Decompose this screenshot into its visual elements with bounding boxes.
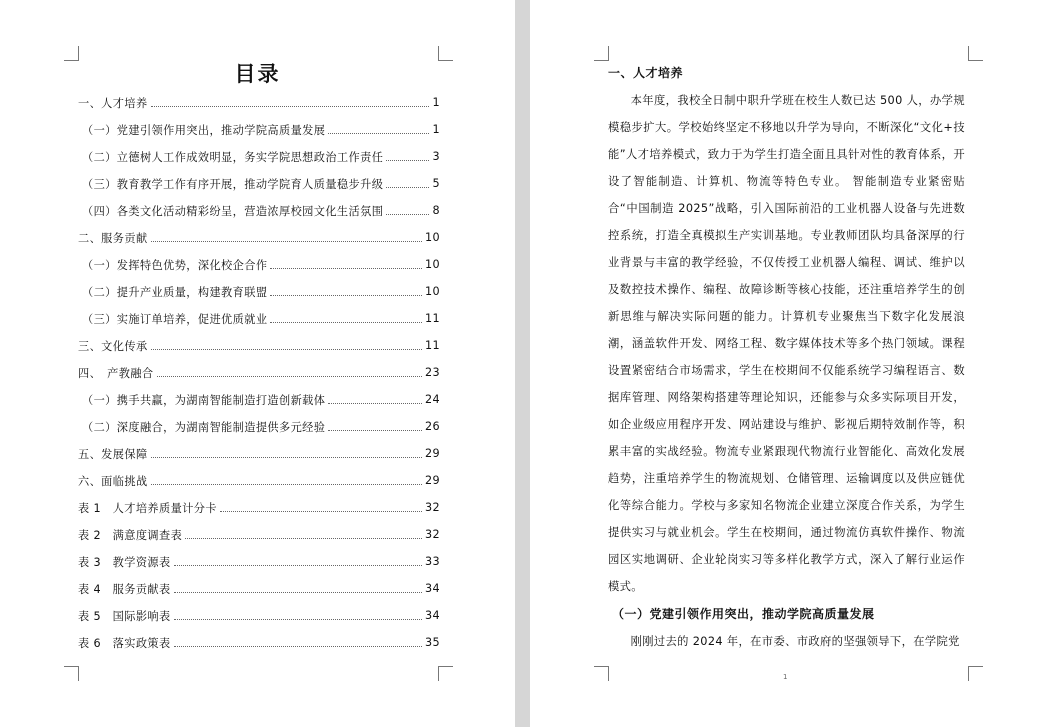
toc-leader-dots [386,160,429,161]
toc-entry-text: （二）深度融合，为湖南智能制造提供多元经验 [82,420,326,434]
toc-leader-dots [270,295,422,296]
toc-entry[interactable] [78,116,440,143]
toc-entry[interactable] [78,629,440,656]
toc-entry-text: 一、人才培养 [78,96,148,110]
toc-entry-page: 3 [432,150,440,163]
toc-entry[interactable] [78,386,440,413]
toc-entry-text: （二）立德树人工作成效明显，务实学院思想政治工作责任 [82,150,384,164]
toc-entry-text: （三）教育教学工作有序开展，推动学院育人质量稳步升级 [82,177,384,191]
crop-mark [594,46,609,61]
toc-entry[interactable] [78,467,440,494]
toc-entry-page: 29 [424,447,440,460]
toc-leader-dots [151,349,422,350]
toc-entry-page: 1 [432,123,440,136]
toc-leader-dots [386,187,429,188]
toc-entry-page: 29 [424,474,440,487]
toc-entry-page: 32 [424,501,440,514]
toc-leader-dots [151,484,422,485]
toc-entry-text: 六、面临挑战 [78,474,148,488]
toc-entry-page: 34 [424,582,440,595]
section-heading: 一、人才培养 [608,66,684,80]
toc-leader-dots [151,241,422,242]
body-paragraph: 刚刚过去的 2024 年，在市委、市政府的坚强领导下，在学院党 [630,635,960,648]
toc-entry-text: 三、文化传承 [78,339,148,353]
toc-entry-text: （一）携手共赢，为湖南智能制造打造创新载体 [82,393,326,407]
toc-entry[interactable] [78,305,440,332]
toc-entry-page: 35 [424,636,440,649]
toc-entry-page: 23 [424,366,440,379]
toc-entry-page: 11 [424,312,440,325]
toc-entry-page: 11 [424,339,440,352]
crop-mark [594,666,609,681]
toc-entry-page: 32 [424,528,440,541]
toc-leader-dots [174,619,422,620]
toc-leader-dots [151,457,422,458]
toc-entry-text: 五、发展保障 [78,447,148,461]
toc-entry[interactable] [78,521,440,548]
toc-entry-page: 5 [432,177,440,190]
toc-entry-text: （三）实施订单培养，促进优质就业 [82,312,268,326]
toc-entry-page: 10 [424,285,440,298]
toc-leader-dots [328,430,422,431]
toc-entry-text: 表 5 国际影响表 [78,609,171,623]
toc-entry-text: 表 4 服务贡献表 [78,582,171,596]
toc-entry[interactable] [78,602,440,629]
toc-entry-page: 26 [424,420,440,433]
toc-entry-page: 10 [424,231,440,244]
toc-entry[interactable] [78,548,440,575]
toc-entry[interactable] [78,224,440,251]
toc-entry-page: 10 [424,258,440,271]
toc-leader-dots [270,322,422,323]
toc-entry-text: 表 3 教学资源表 [78,555,171,569]
toc-entry[interactable] [78,278,440,305]
toc-entry-page: 24 [424,393,440,406]
toc-entry-text: （一）党建引领作用突出，推动学院高质量发展 [82,123,326,137]
toc-leader-dots [174,592,422,593]
toc-entry[interactable] [78,494,440,521]
toc-list [78,89,440,656]
toc-entry[interactable] [78,251,440,278]
body-paragraph: 本年度，我校全日制中职升学班在校生人数已达 500 人，办学规模稳步扩大。学校始终坚定不移地以升学为导向，不断深化“文化+技能”人才培养模式，致力于为学生打造全面且具针对性的教育体系，开设了智能制造、计算机、物流等特色专业。 智能制造专业紧密贴合“中国制造 2025”战略，引入国际前沿的工业机器人设备与先进数控系统，打造全真模拟生产实训基地。专业教师团队均具备深厚的行业背景与丰富的教学经验，不仅传授工业机器人编程、调试、维护以及数控技术操作、编程、故障诊断等核心技能，还注重培养学生的创新思维与解决实际问题的能力。计算机专业聚焦当下数字化发展浪潮，涵盖软件开发、网络工程、数字媒体技术等多个热门领域。课程设置紧密结合市场需求，学生在校期间不仅能系统学习编程语言、数据库管理、网络架构搭建等理论知识，还能参与众多实际项目开发，如企业级应用程序开发、网站建设与维护、影视后期特效制作等，积累丰富的实战经验。物流专业紧跟现代物流行业智能化、高效化发展趋势，注重培养学生的物流规划、仓储管理、运输调度以及供应链优化等综合能力。学校与多家知名物流企业建立深度合作关系，为学生提供实习与就业机会。学生在校期间，通过物流仿真软件操作、物流园区实地调研、企业轮岗实习等多样化教学方式，深入了解行业运作模式。 [608,94,965,593]
subsection-heading: （一）党建引领作用突出，推动学院高质量发展 [612,607,875,621]
toc-leader-dots [220,511,422,512]
toc-entry[interactable] [78,332,440,359]
toc-entry[interactable] [78,143,440,170]
crop-mark [438,666,453,681]
toc-entry[interactable] [78,413,440,440]
toc-entry-text: （四）各类文化活动精彩纷呈，营造浓厚校园文化生活氛围 [82,204,384,218]
toc-entry-text: （一）发挥特色优势，深化校企合作 [82,258,268,272]
toc-entry-text: 表 1 人才培养质量计分卡 [78,501,217,515]
toc-entry-text: （二）提升产业质量，构建教育联盟 [82,285,268,299]
crop-mark [968,46,983,61]
toc-entry[interactable] [78,89,440,116]
toc-entry-page: 1 [432,96,440,109]
page-number: 1 [783,673,788,681]
toc-entry[interactable] [78,575,440,602]
toc-entry-page: 33 [424,555,440,568]
toc-entry-text: 二、服务贡献 [78,231,148,245]
crop-mark [64,666,79,681]
toc-entry[interactable] [78,170,440,197]
toc-leader-dots [328,403,422,404]
toc-leader-dots [386,214,429,215]
toc-title: 目录 [234,61,281,86]
toc-leader-dots [174,646,422,647]
toc-entry-text: 四、 产教融合 [78,366,154,380]
toc-leader-dots [157,376,422,377]
crop-mark [968,666,983,681]
toc-leader-dots [185,538,422,539]
body-paragraph-container [608,87,965,600]
toc-entry[interactable] [78,359,440,386]
toc-entry-text: 表 2 满意度调查表 [78,528,183,542]
toc-page [0,0,515,727]
toc-entry[interactable] [78,197,440,224]
toc-entry-page: 8 [432,204,440,217]
toc-entry[interactable] [78,440,440,467]
body-paragraph-container [608,628,965,655]
toc-leader-dots [151,106,429,107]
toc-leader-dots [174,565,422,566]
toc-leader-dots [328,133,429,134]
toc-entry-text: 表 6 落实政策表 [78,636,171,650]
toc-leader-dots [270,268,422,269]
toc-entry-page: 34 [424,609,440,622]
